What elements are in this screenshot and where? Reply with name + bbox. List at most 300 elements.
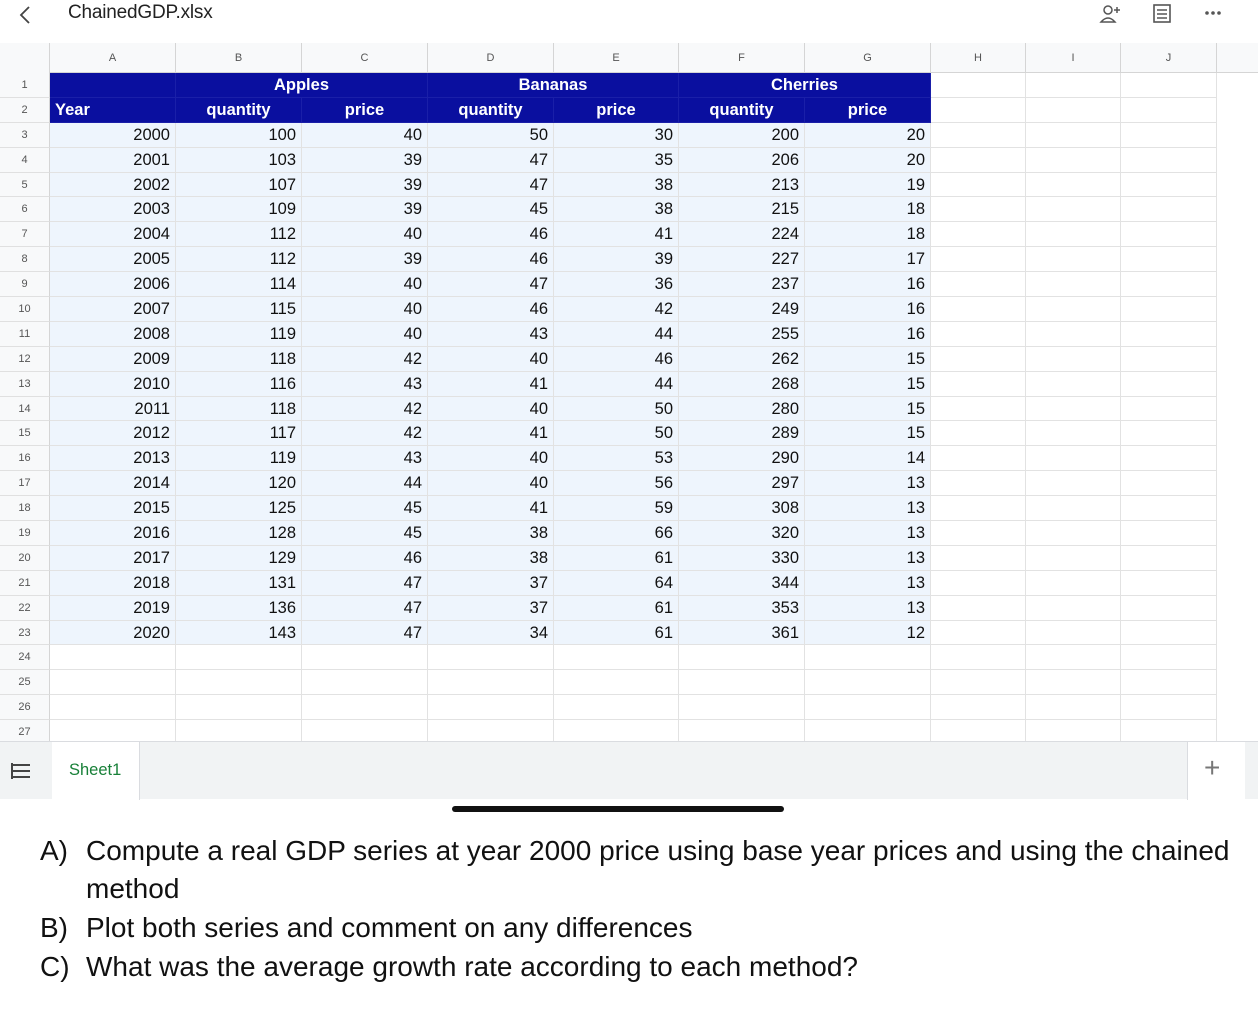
cell-apples-price[interactable]: 43	[302, 446, 428, 471]
cell-bananas-price[interactable]: 66	[554, 521, 679, 546]
empty-cell[interactable]	[1121, 496, 1217, 521]
bananas-header[interactable]: Bananas	[428, 73, 679, 98]
cell-cherries-quantity[interactable]: 249	[679, 297, 805, 322]
cell-bananas-quantity[interactable]: 38	[428, 546, 554, 571]
empty-cell[interactable]	[931, 496, 1026, 521]
cell-bananas-price[interactable]: 39	[554, 247, 679, 272]
empty-cell[interactable]	[1121, 521, 1217, 546]
cell-bananas-price[interactable]: 53	[554, 446, 679, 471]
empty-cell[interactable]	[1121, 272, 1217, 297]
cell-apples-quantity[interactable]: 136	[176, 596, 302, 621]
cell-cherries-price[interactable]: 12	[805, 621, 931, 646]
cell-apples-quantity[interactable]: 116	[176, 372, 302, 397]
cell-bananas-quantity[interactable]: 47	[428, 272, 554, 297]
cell-apples-price[interactable]: 40	[302, 297, 428, 322]
empty-cell[interactable]	[931, 347, 1026, 372]
empty-cell[interactable]	[931, 247, 1026, 272]
cell-bananas-quantity[interactable]: 41	[428, 421, 554, 446]
empty-cell[interactable]	[428, 695, 554, 720]
empty-cell[interactable]	[931, 397, 1026, 422]
empty-cell[interactable]	[931, 222, 1026, 247]
cell-cherries-price[interactable]: 16	[805, 297, 931, 322]
cell-bananas-quantity[interactable]: 46	[428, 247, 554, 272]
empty-cell[interactable]	[931, 123, 1026, 148]
row-header[interactable]: 4	[0, 148, 50, 173]
cell-bananas-price[interactable]: 61	[554, 621, 679, 646]
cell-year[interactable]: 2006	[50, 272, 176, 297]
empty-cell[interactable]	[1121, 571, 1217, 596]
cell-bananas-price[interactable]: 50	[554, 421, 679, 446]
cell-bananas-price[interactable]: 44	[554, 322, 679, 347]
cell-cherries-price[interactable]: 13	[805, 596, 931, 621]
empty-cell[interactable]	[1121, 421, 1217, 446]
cell-apples-quantity[interactable]: 117	[176, 421, 302, 446]
cell-apples-quantity[interactable]: 119	[176, 322, 302, 347]
row-header[interactable]: 16	[0, 446, 50, 471]
column-header-b[interactable]: B	[176, 43, 302, 73]
empty-cell[interactable]	[50, 645, 176, 670]
more-dots-icon[interactable]	[1200, 3, 1226, 25]
cell-cherries-quantity[interactable]: 297	[679, 471, 805, 496]
empty-cell[interactable]	[679, 695, 805, 720]
empty-cell[interactable]	[1026, 645, 1121, 670]
row-header[interactable]: 19	[0, 521, 50, 546]
cell-apples-quantity[interactable]: 107	[176, 173, 302, 198]
empty-cell[interactable]	[1026, 222, 1121, 247]
empty-cell[interactable]	[1026, 247, 1121, 272]
empty-cell[interactable]	[554, 670, 679, 695]
cell-apples-quantity[interactable]: 120	[176, 471, 302, 496]
cell-cherries-price[interactable]: 13	[805, 546, 931, 571]
cell-apples-price[interactable]: 39	[302, 197, 428, 222]
apples-quantity-header[interactable]: quantity	[176, 98, 302, 123]
cell-apples-price[interactable]: 45	[302, 496, 428, 521]
empty-cell[interactable]	[1121, 695, 1217, 720]
cell-year[interactable]: 2000	[50, 123, 176, 148]
cell-bananas-price[interactable]: 64	[554, 571, 679, 596]
empty-cell[interactable]	[931, 521, 1026, 546]
cell-a1[interactable]	[50, 73, 176, 98]
cell-cherries-price[interactable]: 19	[805, 173, 931, 198]
empty-cell[interactable]	[931, 173, 1026, 198]
empty-cell[interactable]	[931, 372, 1026, 397]
cherries-header[interactable]: Cherries	[679, 73, 931, 98]
empty-cell[interactable]	[1121, 347, 1217, 372]
cell-bananas-quantity[interactable]: 34	[428, 621, 554, 646]
row-header[interactable]: 7	[0, 222, 50, 247]
row-header[interactable]: 6	[0, 197, 50, 222]
empty-cell[interactable]	[679, 645, 805, 670]
row-header[interactable]: 15	[0, 421, 50, 446]
cell-bananas-quantity[interactable]: 45	[428, 197, 554, 222]
empty-cell[interactable]	[1121, 247, 1217, 272]
empty-cell[interactable]	[1121, 596, 1217, 621]
cell-h2[interactable]	[931, 98, 1026, 123]
cell-cherries-price[interactable]: 13	[805, 471, 931, 496]
empty-cell[interactable]	[931, 272, 1026, 297]
cell-year[interactable]: 2012	[50, 421, 176, 446]
empty-cell[interactable]	[1026, 446, 1121, 471]
cell-cherries-quantity[interactable]: 206	[679, 148, 805, 173]
empty-cell[interactable]	[1121, 322, 1217, 347]
cell-bananas-quantity[interactable]: 46	[428, 297, 554, 322]
row-header[interactable]: 13	[0, 372, 50, 397]
empty-cell[interactable]	[1026, 397, 1121, 422]
cell-cherries-quantity[interactable]: 255	[679, 322, 805, 347]
cell-bananas-quantity[interactable]: 46	[428, 222, 554, 247]
row-header[interactable]: 2	[0, 98, 50, 123]
cell-apples-quantity[interactable]: 103	[176, 148, 302, 173]
empty-cell[interactable]	[302, 645, 428, 670]
cell-cherries-quantity[interactable]: 289	[679, 421, 805, 446]
column-header-f[interactable]: F	[679, 43, 805, 73]
year-header[interactable]: Year	[50, 98, 176, 123]
cell-year[interactable]: 2016	[50, 521, 176, 546]
cell-cherries-price[interactable]: 13	[805, 496, 931, 521]
empty-cell[interactable]	[931, 621, 1026, 646]
add-person-icon[interactable]	[1098, 3, 1124, 25]
bananas-price-header[interactable]: price	[554, 98, 679, 123]
empty-cell[interactable]	[1026, 123, 1121, 148]
cell-cherries-quantity[interactable]: 320	[679, 521, 805, 546]
cell-cherries-price[interactable]: 17	[805, 247, 931, 272]
cell-cherries-price[interactable]: 18	[805, 222, 931, 247]
cell-bananas-price[interactable]: 35	[554, 148, 679, 173]
cell-year[interactable]: 2003	[50, 197, 176, 222]
cell-year[interactable]: 2009	[50, 347, 176, 372]
cell-cherries-quantity[interactable]: 344	[679, 571, 805, 596]
cell-year[interactable]: 2011	[50, 397, 176, 422]
empty-cell[interactable]	[931, 148, 1026, 173]
cell-apples-price[interactable]: 40	[302, 272, 428, 297]
cell-cherries-price[interactable]: 15	[805, 421, 931, 446]
apples-price-header[interactable]: price	[302, 98, 428, 123]
cell-cherries-price[interactable]: 18	[805, 197, 931, 222]
row-header[interactable]: 17	[0, 471, 50, 496]
empty-cell[interactable]	[931, 471, 1026, 496]
cell-year[interactable]: 2020	[50, 621, 176, 646]
empty-cell[interactable]	[176, 645, 302, 670]
empty-cell[interactable]	[1026, 347, 1121, 372]
sheet-tab-sheet1[interactable]	[52, 742, 140, 800]
empty-cell[interactable]	[1026, 297, 1121, 322]
cell-bananas-quantity[interactable]: 37	[428, 571, 554, 596]
empty-cell[interactable]	[1121, 446, 1217, 471]
cell-year[interactable]: 2014	[50, 471, 176, 496]
cell-cherries-quantity[interactable]: 227	[679, 247, 805, 272]
cell-apples-quantity[interactable]: 128	[176, 521, 302, 546]
cell-apples-quantity[interactable]: 125	[176, 496, 302, 521]
column-header-i[interactable]: I	[1026, 43, 1121, 73]
cell-cherries-quantity[interactable]: 290	[679, 446, 805, 471]
empty-cell[interactable]	[1026, 372, 1121, 397]
cell-cherries-quantity[interactable]: 224	[679, 222, 805, 247]
empty-cell[interactable]	[1026, 596, 1121, 621]
empty-cell[interactable]	[1121, 297, 1217, 322]
cell-cherries-quantity[interactable]: 280	[679, 397, 805, 422]
row-header[interactable]: 18	[0, 496, 50, 521]
empty-cell[interactable]	[1121, 123, 1217, 148]
cell-bananas-price[interactable]: 59	[554, 496, 679, 521]
cell-apples-price[interactable]: 46	[302, 546, 428, 571]
cell-year[interactable]: 2019	[50, 596, 176, 621]
cell-bananas-quantity[interactable]: 47	[428, 148, 554, 173]
cherries-price-header[interactable]: price	[805, 98, 931, 123]
cell-apples-quantity[interactable]: 129	[176, 546, 302, 571]
cell-bananas-quantity[interactable]: 40	[428, 347, 554, 372]
empty-cell[interactable]	[931, 596, 1026, 621]
empty-cell[interactable]	[302, 695, 428, 720]
empty-cell[interactable]	[554, 645, 679, 670]
cell-bananas-price[interactable]: 42	[554, 297, 679, 322]
cell-year[interactable]: 2008	[50, 322, 176, 347]
empty-cell[interactable]	[1121, 546, 1217, 571]
empty-cell[interactable]	[1121, 645, 1217, 670]
row-header[interactable]: 26	[0, 695, 50, 720]
empty-cell[interactable]	[50, 695, 176, 720]
empty-cell[interactable]	[931, 322, 1026, 347]
cell-apples-price[interactable]: 42	[302, 397, 428, 422]
cell-apples-quantity[interactable]: 114	[176, 272, 302, 297]
cell-j2[interactable]	[1121, 98, 1217, 123]
empty-cell[interactable]	[302, 670, 428, 695]
row-header[interactable]: 24	[0, 645, 50, 670]
empty-cell[interactable]	[554, 695, 679, 720]
empty-cell[interactable]	[1026, 471, 1121, 496]
cell-cherries-quantity[interactable]: 262	[679, 347, 805, 372]
empty-cell[interactable]	[931, 645, 1026, 670]
cell-apples-quantity[interactable]: 109	[176, 197, 302, 222]
cell-bananas-quantity[interactable]: 37	[428, 596, 554, 621]
cell-cherries-quantity[interactable]: 361	[679, 621, 805, 646]
cell-apples-price[interactable]: 43	[302, 372, 428, 397]
empty-cell[interactable]	[931, 197, 1026, 222]
cell-cherries-price[interactable]: 14	[805, 446, 931, 471]
cell-bananas-price[interactable]: 36	[554, 272, 679, 297]
column-header-e[interactable]: E	[554, 43, 679, 73]
empty-cell[interactable]	[931, 446, 1026, 471]
cell-cherries-quantity[interactable]: 353	[679, 596, 805, 621]
cell-apples-quantity[interactable]: 115	[176, 297, 302, 322]
column-header-c[interactable]: C	[302, 43, 428, 73]
apples-header[interactable]: Apples	[176, 73, 428, 98]
cell-cherries-price[interactable]: 20	[805, 123, 931, 148]
cell-cherries-quantity[interactable]: 237	[679, 272, 805, 297]
row-header[interactable]: 11	[0, 322, 50, 347]
cell-cherries-price[interactable]: 15	[805, 372, 931, 397]
cell-cherries-quantity[interactable]: 308	[679, 496, 805, 521]
cell-apples-quantity[interactable]: 100	[176, 123, 302, 148]
cell-h1[interactable]	[931, 73, 1026, 98]
cell-apples-price[interactable]: 39	[302, 173, 428, 198]
cell-apples-price[interactable]: 40	[302, 322, 428, 347]
row-header[interactable]: 9	[0, 272, 50, 297]
empty-cell[interactable]	[428, 645, 554, 670]
empty-cell[interactable]	[1026, 521, 1121, 546]
row-header[interactable]: 5	[0, 173, 50, 198]
empty-cell[interactable]	[1026, 148, 1121, 173]
cell-year[interactable]: 2017	[50, 546, 176, 571]
cell-apples-price[interactable]: 42	[302, 347, 428, 372]
cell-year[interactable]: 2018	[50, 571, 176, 596]
empty-cell[interactable]	[1026, 546, 1121, 571]
cell-cherries-price[interactable]: 16	[805, 272, 931, 297]
row-header[interactable]: 27	[0, 720, 50, 745]
cell-apples-price[interactable]: 44	[302, 471, 428, 496]
cell-apples-quantity[interactable]: 112	[176, 222, 302, 247]
empty-cell[interactable]	[679, 670, 805, 695]
cell-apples-quantity[interactable]: 143	[176, 621, 302, 646]
empty-cell[interactable]	[1121, 222, 1217, 247]
cell-bananas-quantity[interactable]: 38	[428, 521, 554, 546]
cell-bananas-price[interactable]: 41	[554, 222, 679, 247]
row-header[interactable]: 25	[0, 670, 50, 695]
empty-cell[interactable]	[1026, 670, 1121, 695]
cell-bananas-quantity[interactable]: 41	[428, 372, 554, 397]
cell-bananas-quantity[interactable]: 50	[428, 123, 554, 148]
cell-bananas-quantity[interactable]: 40	[428, 471, 554, 496]
cell-cherries-price[interactable]: 13	[805, 521, 931, 546]
cell-cherries-quantity[interactable]: 213	[679, 173, 805, 198]
cell-year[interactable]: 2013	[50, 446, 176, 471]
empty-cell[interactable]	[1121, 372, 1217, 397]
empty-cell[interactable]	[931, 421, 1026, 446]
bananas-quantity-header[interactable]: quantity	[428, 98, 554, 123]
cell-bananas-price[interactable]: 38	[554, 173, 679, 198]
cell-bananas-quantity[interactable]: 40	[428, 446, 554, 471]
cell-i1[interactable]	[1026, 73, 1121, 98]
empty-cell[interactable]	[50, 670, 176, 695]
cell-bananas-price[interactable]: 50	[554, 397, 679, 422]
cell-bananas-quantity[interactable]: 41	[428, 496, 554, 521]
cell-cherries-price[interactable]: 15	[805, 347, 931, 372]
cell-bananas-quantity[interactable]: 47	[428, 173, 554, 198]
cell-bananas-price[interactable]: 61	[554, 596, 679, 621]
empty-cell[interactable]	[1026, 421, 1121, 446]
column-header-h[interactable]: H	[931, 43, 1026, 73]
empty-cell[interactable]	[428, 670, 554, 695]
empty-cell[interactable]	[1026, 272, 1121, 297]
cell-apples-price[interactable]: 40	[302, 222, 428, 247]
row-header[interactable]: 23	[0, 621, 50, 646]
cell-cherries-quantity[interactable]: 268	[679, 372, 805, 397]
empty-cell[interactable]	[931, 546, 1026, 571]
cell-year[interactable]: 2004	[50, 222, 176, 247]
empty-cell[interactable]	[805, 695, 931, 720]
cell-apples-quantity[interactable]: 131	[176, 571, 302, 596]
all-sheets-menu-icon[interactable]	[10, 762, 32, 780]
column-header-d[interactable]: D	[428, 43, 554, 73]
cell-apples-price[interactable]: 39	[302, 247, 428, 272]
column-header-j[interactable]: J	[1121, 43, 1217, 73]
cell-year[interactable]: 2010	[50, 372, 176, 397]
empty-cell[interactable]	[1121, 471, 1217, 496]
row-header[interactable]: 12	[0, 347, 50, 372]
cell-year[interactable]: 2015	[50, 496, 176, 521]
empty-cell[interactable]	[1121, 397, 1217, 422]
empty-cell[interactable]	[931, 571, 1026, 596]
cell-apples-price[interactable]: 39	[302, 148, 428, 173]
row-header[interactable]: 20	[0, 546, 50, 571]
cell-cherries-quantity[interactable]: 215	[679, 197, 805, 222]
column-header-g[interactable]: G	[805, 43, 931, 73]
row-header[interactable]: 22	[0, 596, 50, 621]
row-header[interactable]: 8	[0, 247, 50, 272]
empty-cell[interactable]	[931, 670, 1026, 695]
cell-year[interactable]: 2007	[50, 297, 176, 322]
empty-cell[interactable]	[1121, 148, 1217, 173]
cell-bananas-price[interactable]: 44	[554, 372, 679, 397]
cell-apples-quantity[interactable]: 112	[176, 247, 302, 272]
cell-bananas-price[interactable]: 46	[554, 347, 679, 372]
cell-bananas-quantity[interactable]: 43	[428, 322, 554, 347]
empty-cell[interactable]	[1121, 197, 1217, 222]
row-header[interactable]: 21	[0, 571, 50, 596]
empty-cell[interactable]	[1121, 621, 1217, 646]
cell-apples-price[interactable]: 42	[302, 421, 428, 446]
cell-apples-price[interactable]: 45	[302, 521, 428, 546]
empty-cell[interactable]	[1121, 173, 1217, 198]
cell-cherries-price[interactable]: 15	[805, 397, 931, 422]
cell-cherries-price[interactable]: 13	[805, 571, 931, 596]
row-header[interactable]: 1	[0, 73, 50, 98]
cell-year[interactable]: 2005	[50, 247, 176, 272]
empty-cell[interactable]	[1121, 670, 1217, 695]
cell-apples-price[interactable]: 47	[302, 621, 428, 646]
cell-j1[interactable]	[1121, 73, 1217, 98]
cell-cherries-quantity[interactable]: 330	[679, 546, 805, 571]
cell-apples-price[interactable]: 40	[302, 123, 428, 148]
cell-cherries-quantity[interactable]: 200	[679, 123, 805, 148]
row-header[interactable]: 3	[0, 123, 50, 148]
add-sheet-button[interactable]	[1187, 742, 1245, 800]
cell-bananas-price[interactable]: 30	[554, 123, 679, 148]
cell-i2[interactable]	[1026, 98, 1121, 123]
cell-apples-quantity[interactable]: 119	[176, 446, 302, 471]
cell-bananas-quantity[interactable]: 40	[428, 397, 554, 422]
empty-cell[interactable]	[1026, 197, 1121, 222]
cell-bananas-price[interactable]: 61	[554, 546, 679, 571]
cell-year[interactable]: 2002	[50, 173, 176, 198]
cherries-quantity-header[interactable]: quantity	[679, 98, 805, 123]
cell-apples-price[interactable]: 47	[302, 596, 428, 621]
empty-cell[interactable]	[1026, 173, 1121, 198]
row-header[interactable]: 10	[0, 297, 50, 322]
cell-apples-quantity[interactable]: 118	[176, 347, 302, 372]
empty-cell[interactable]	[1026, 496, 1121, 521]
column-header-a[interactable]: A	[50, 43, 176, 73]
cell-apples-quantity[interactable]: 118	[176, 397, 302, 422]
empty-cell[interactable]	[1026, 571, 1121, 596]
empty-cell[interactable]	[176, 670, 302, 695]
cell-cherries-price[interactable]: 20	[805, 148, 931, 173]
cell-year[interactable]: 2001	[50, 148, 176, 173]
empty-cell[interactable]	[176, 695, 302, 720]
cell-apples-price[interactable]: 47	[302, 571, 428, 596]
empty-cell[interactable]	[805, 670, 931, 695]
empty-cell[interactable]	[805, 645, 931, 670]
comment-icon[interactable]	[1150, 3, 1176, 25]
empty-cell[interactable]	[931, 695, 1026, 720]
empty-cell[interactable]	[931, 297, 1026, 322]
select-all-corner[interactable]	[0, 43, 50, 73]
empty-cell[interactable]	[1026, 322, 1121, 347]
empty-cell[interactable]	[1026, 621, 1121, 646]
back-chevron-icon[interactable]	[14, 4, 38, 26]
cell-bananas-price[interactable]: 56	[554, 471, 679, 496]
row-header[interactable]: 14	[0, 397, 50, 422]
empty-cell[interactable]	[1026, 695, 1121, 720]
